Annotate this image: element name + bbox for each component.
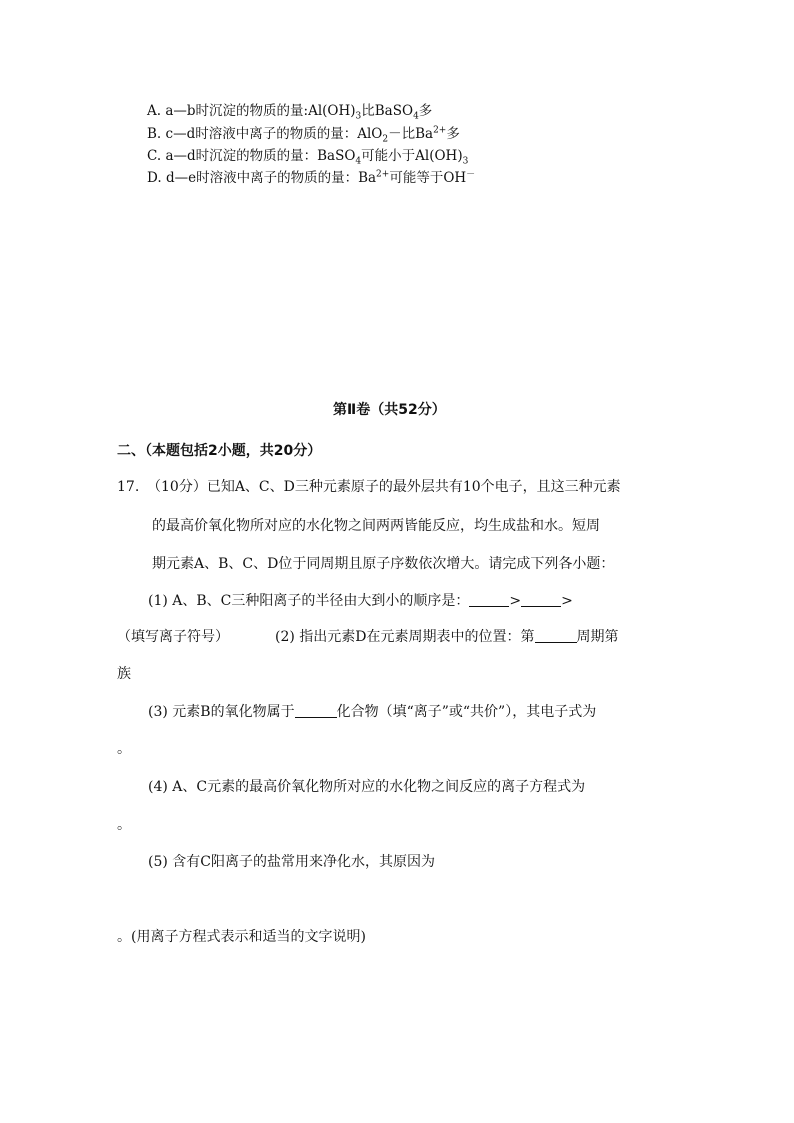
q17-part5: (5) 含有C阳离子的盐常用来净化水，其原因为 (148, 854, 435, 870)
part2-title: 第Ⅱ卷（共52分） (333, 402, 446, 418)
q17-part3-end: 。 (117, 741, 131, 757)
q17-part2: (2) 指出元素D在元素周期表中的位置：第 周期第 (275, 629, 619, 645)
option-a (147, 101, 432, 121)
option-c-text: a—d时沉淀的物质的量：BaSO$_4$可能小于$Al(OH)_3$ (165, 148, 469, 167)
option-c (147, 146, 468, 166)
option-c-label: C. (147, 148, 162, 164)
q17-part1-note: （填写离子符号） (117, 629, 229, 645)
option-b-text: c—d时溶液中离子的物质的量：AlO$_2$－比$Ba^{2+}$多 (165, 125, 460, 145)
option-b (147, 124, 460, 144)
q17-part4-end: 。 (117, 817, 131, 833)
section-heading: 二、（本题包括2小题，共20分） (117, 443, 322, 459)
answer-blank[interactable] (535, 628, 577, 643)
q17-part2-end: 族 (117, 666, 131, 682)
q17-line2: 的最高价氧化物所对应的水化物之间两两皆能反应，均生成盐和水。短周 (152, 518, 600, 534)
option-a-text: a—b时沉淀的物质的量$:Al(OH)_3$比BaSO$_4$多 (165, 103, 433, 122)
q17-line1: （10分）已知A、C、D三种元素原子的最外层共有10个电子，且这三种元素 (147, 479, 621, 495)
answer-blank[interactable] (295, 703, 337, 718)
option-d-label: D. (147, 170, 162, 186)
q17-part3: (3) 元素B的氧化物属于 化合物（填“离子”或“共价”），其电子式为 (148, 704, 597, 720)
q17-part4: (4) A、C元素的最高价氧化物所对应的水化物之间反应的离子方程式为 (148, 779, 586, 795)
question-number: 17. (117, 479, 140, 495)
answer-blank[interactable] (469, 592, 509, 607)
q17-part1: (1) A、B、C三种阳离子的半径由大到小的顺序是： > > (148, 593, 573, 609)
q17-line3: 期元素A、B、C、D位于同周期且原子序数依次增大。请完成下列各小题： (152, 556, 615, 572)
q17-part5-end: 。(用离子方程式表示和适当的文字说明) (117, 929, 366, 945)
option-d (147, 168, 475, 188)
option-d-text: d—e时溶液中离子的物质的量：$Ba^{2+}$可能等于OH－ (165, 169, 476, 186)
option-a-label: A. (147, 103, 162, 119)
option-b-label: B. (147, 126, 162, 142)
answer-blank[interactable] (521, 592, 561, 607)
